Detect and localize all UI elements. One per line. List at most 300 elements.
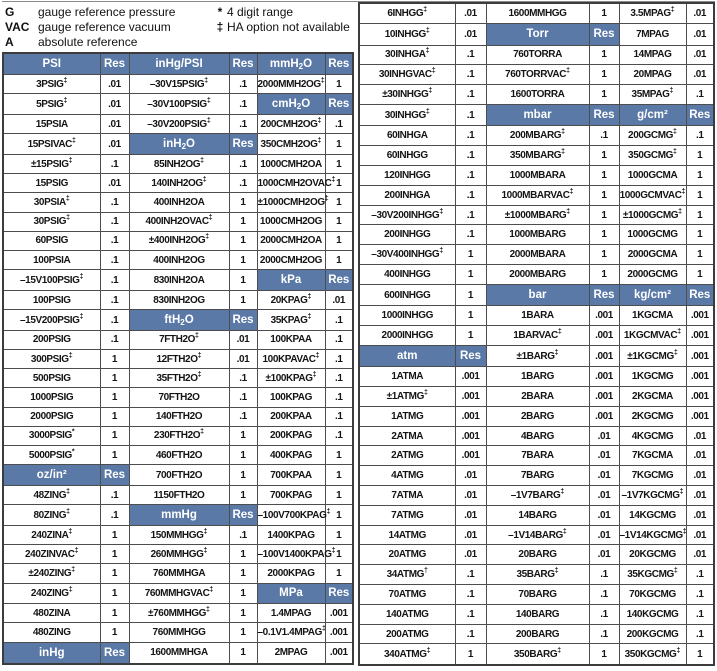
resolution-cell: 1 [686, 205, 714, 225]
resolution-cell: .1 [100, 250, 129, 269]
table-row [3, 388, 353, 407]
range-code-cell: 2BARG [486, 406, 589, 426]
range-code-cell: 7KGCMG [619, 466, 686, 486]
resolution-cell: 1 [100, 446, 129, 465]
section-header-cell: Res [100, 465, 129, 486]
resolution-cell: .01 [589, 426, 619, 446]
section-header-cell: kPa [257, 270, 325, 291]
table-row [359, 245, 714, 265]
range-code-cell: ±1000CMH2OG‡ [257, 193, 325, 212]
resolution-cell: .01 [589, 545, 619, 565]
range-code-cell: ±100KPAG‡ [257, 369, 325, 388]
resolution-cell: .1 [589, 565, 619, 585]
resolution-cell: .1 [455, 104, 486, 125]
legend-key: G [5, 5, 15, 19]
resolution-cell: .1 [100, 270, 129, 291]
resolution-cell: 1 [100, 583, 129, 604]
table-row [359, 146, 714, 166]
range-code-cell: 35KPAG‡ [257, 310, 325, 331]
legend-key: A [5, 35, 14, 49]
range-code-cell: 200KPAG [257, 426, 325, 445]
table-row [359, 525, 714, 545]
resolution-cell: .001 [686, 306, 714, 326]
resolution-cell: .1 [686, 604, 714, 624]
range-code-cell: 2BARA [486, 387, 589, 407]
resolution-cell: .1 [325, 407, 353, 426]
resolution-cell: .01 [589, 446, 619, 466]
resolution-cell: .1 [229, 388, 257, 407]
resolution-cell: 1 [325, 505, 353, 526]
range-code-cell: 200KGCMG [619, 624, 686, 644]
resolution-cell: .1 [100, 212, 129, 231]
range-code-cell: 30INHGVAC‡ [359, 65, 455, 85]
range-code-cell: 240ZING‡ [3, 583, 100, 604]
table-row [3, 270, 353, 291]
range-code-cell: ±1000MBARG‡ [486, 205, 589, 225]
section-header-cell: Res [229, 310, 257, 331]
table-row [3, 134, 353, 155]
table-row [3, 485, 353, 504]
resolution-cell: .01 [325, 290, 353, 309]
range-code-cell: 760MMHGVAC‡ [129, 583, 229, 604]
table-row [3, 407, 353, 426]
resolution-cell: .1 [455, 166, 486, 186]
resolution-cell: 1 [686, 225, 714, 245]
section-header-cell: Res [589, 24, 619, 45]
range-code-cell: 200MBARG‡ [486, 126, 589, 146]
range-code-cell: 100PSIA [3, 250, 100, 269]
range-code-cell: 1KGCMA [619, 306, 686, 326]
resolution-cell: .01 [686, 466, 714, 486]
range-code-cell: 1ATMA [359, 367, 455, 387]
legend-reference-abbreviations [5, 5, 175, 50]
range-code-cell: 100KPAVAC‡ [257, 350, 325, 369]
range-code-cell: –100V700KPAG‡ [257, 505, 325, 526]
range-code-cell: 400KPAG [257, 446, 325, 465]
table-row [3, 231, 353, 250]
resolution-cell: .01 [686, 505, 714, 525]
resolution-cell: .1 [100, 310, 129, 331]
resolution-cell: 1 [325, 155, 353, 174]
range-code-cell: 120INHGG [359, 166, 455, 186]
resolution-cell: .1 [686, 585, 714, 605]
table-row [359, 205, 714, 225]
table-row [359, 306, 714, 326]
resolution-cell: .01 [455, 525, 486, 545]
resolution-cell: .1 [229, 174, 257, 193]
table-row [359, 345, 714, 366]
section-header-cell: Res [686, 104, 714, 125]
range-code-cell: 14KGCMG [619, 505, 686, 525]
range-code-cell: 15PSIVAC‡ [3, 134, 100, 155]
section-header-cell: oz/in² [3, 465, 100, 486]
resolution-cell: .1 [455, 185, 486, 205]
resolution-cell: 1 [589, 205, 619, 225]
range-code-cell: 350BARG‡ [486, 644, 589, 665]
section-header-cell: Res [325, 53, 353, 75]
range-code-cell: 1600MMHGA [129, 642, 229, 664]
range-code-cell: 20ATMG [359, 545, 455, 565]
resolution-cell: 1 [229, 623, 257, 642]
range-code-cell: 1ATMG [359, 406, 455, 426]
range-code-cell: 20BARG [486, 545, 589, 565]
resolution-cell: 1 [100, 407, 129, 426]
resolution-cell: .1 [100, 485, 129, 504]
range-code-cell: 200PSIG [3, 330, 100, 349]
resolution-cell: .1 [100, 330, 129, 349]
range-code-cell: ±760MMHGG‡ [129, 604, 229, 623]
table-row [359, 426, 714, 446]
resolution-cell: .01 [455, 545, 486, 565]
resolution-cell: 1 [589, 65, 619, 85]
range-code-cell: 700KPAA [257, 465, 325, 486]
resolution-cell: 1 [229, 642, 257, 664]
table-row [3, 330, 353, 349]
range-code-cell: 35BARG‡ [486, 565, 589, 585]
resolution-cell: 1 [455, 326, 486, 346]
resolution-cell: .01 [455, 505, 486, 525]
resolution-cell: .1 [686, 565, 714, 585]
resolution-cell: .01 [686, 525, 714, 545]
range-code-cell: –1V7BARG‡ [486, 486, 589, 506]
range-code-cell: 1000MBARA [486, 166, 589, 186]
resolution-cell: .001 [589, 326, 619, 346]
resolution-cell: 1 [589, 45, 619, 65]
resolution-cell: .1 [229, 115, 257, 134]
resolution-cell: 1 [325, 465, 353, 486]
range-code-cell: 14BARG [486, 505, 589, 525]
range-code-cell: 35KGCMG‡ [619, 565, 686, 585]
resolution-cell: .1 [100, 155, 129, 174]
range-code-cell: 15PSIG [3, 174, 100, 193]
range-code-cell: 100KPAA [257, 330, 325, 349]
resolution-cell: 1 [100, 369, 129, 388]
resolution-cell: 1 [229, 270, 257, 291]
table-row [359, 624, 714, 644]
table-row [3, 564, 353, 583]
resolution-cell: 1 [686, 245, 714, 265]
table-row [3, 642, 353, 664]
table-row [3, 505, 353, 526]
resolution-cell: .01 [100, 134, 129, 155]
resolution-cell: 1 [229, 446, 257, 465]
table-row [3, 94, 353, 115]
resolution-cell: 1 [100, 426, 129, 445]
range-code-cell: 1BARA [486, 306, 589, 326]
resolution-cell: .001 [325, 623, 353, 642]
range-code-cell: 1000GCMVAC‡ [619, 185, 686, 205]
right-range-table-body [359, 3, 714, 665]
range-code-cell: 2000MMH2OG‡ [257, 75, 325, 94]
resolution-cell: 1 [589, 3, 619, 24]
range-code-cell: 2KGCMG [619, 406, 686, 426]
range-code-cell: 4BARG [486, 426, 589, 446]
resolution-cell: .001 [589, 306, 619, 326]
resolution-cell: 1 [229, 485, 257, 504]
table-row [3, 426, 353, 445]
range-code-cell: 1000MBARG [486, 225, 589, 245]
range-code-cell: 1400KPAG [257, 525, 325, 544]
section-header-cell: Res [229, 53, 257, 75]
resolution-cell: 1 [100, 350, 129, 369]
resolution-cell: 1 [229, 290, 257, 309]
section-header-cell: Res [229, 134, 257, 155]
resolution-cell: .001 [589, 406, 619, 426]
table-row [359, 65, 714, 85]
range-code-cell: 2KGCMA [619, 387, 686, 407]
resolution-cell: .1 [455, 205, 486, 225]
range-code-cell: 350GCMG‡ [619, 146, 686, 166]
section-header-cell: Res [229, 505, 257, 526]
table-row [359, 604, 714, 624]
resolution-cell: .1 [325, 350, 353, 369]
range-code-cell: –30V15PSIG‡ [129, 75, 229, 94]
legend-desc: absolute reference [38, 35, 138, 49]
resolution-cell: .1 [686, 126, 714, 146]
table-row [359, 185, 714, 205]
range-code-cell: 7KGCMA [619, 446, 686, 466]
resolution-cell: 1 [455, 265, 486, 285]
resolution-cell: .1 [229, 525, 257, 544]
resolution-cell: 1 [325, 193, 353, 212]
range-code-cell: 1BARVAC‡ [486, 326, 589, 346]
resolution-cell: .001 [686, 367, 714, 387]
range-code-cell: 600INHGG [359, 284, 455, 305]
section-header-cell: Res [589, 104, 619, 125]
range-code-cell: 1600TORRA [486, 85, 589, 105]
section-header-cell: MPa [257, 583, 325, 604]
range-code-cell: 2ATMA [359, 426, 455, 446]
range-code-cell: 760TORRA [486, 45, 589, 65]
range-code-cell: 200KPAA [257, 407, 325, 426]
resolution-cell: .001 [686, 326, 714, 346]
resolution-cell: 1 [325, 231, 353, 250]
range-code-cell: 400INH2OA [129, 193, 229, 212]
resolution-cell: 1 [100, 525, 129, 544]
section-header-cell: Res [325, 270, 353, 291]
range-code-cell: 240ZINVAC‡ [3, 545, 100, 564]
resolution-cell: 1 [325, 174, 353, 193]
resolution-cell: .01 [229, 330, 257, 349]
resolution-cell: 1 [229, 583, 257, 604]
legend-item [213, 20, 350, 35]
resolution-cell: .01 [100, 75, 129, 94]
resolution-cell: .1 [229, 94, 257, 115]
resolution-cell: 1 [686, 166, 714, 186]
range-code-cell: 140INH2OG‡ [129, 174, 229, 193]
resolution-cell: 1 [229, 193, 257, 212]
resolution-cell: .1 [325, 115, 353, 134]
resolution-cell: 1 [229, 426, 257, 445]
range-code-cell: 1000CMH2OVAC‡ [257, 174, 325, 193]
table-row [3, 155, 353, 174]
range-code-cell: 2000KPAG [257, 564, 325, 583]
range-code-cell: 1600MMHGG [486, 3, 589, 24]
range-code-cell: 400INHGG [359, 265, 455, 285]
resolution-cell: .1 [455, 604, 486, 624]
range-code-cell: 350MBARG‡ [486, 146, 589, 166]
resolution-cell: .001 [686, 345, 714, 366]
legend-desc: gauge reference pressure [38, 5, 176, 19]
range-code-cell: ±1000GCMG‡ [619, 205, 686, 225]
range-code-cell: 2MPAG [257, 642, 325, 664]
range-code-cell: 760TORRVAC‡ [486, 65, 589, 85]
resolution-cell: .1 [455, 65, 486, 85]
resolution-cell: .1 [100, 231, 129, 250]
resolution-cell: 1 [589, 185, 619, 205]
range-code-cell: 350KGCMG‡ [619, 644, 686, 665]
resolution-cell: .01 [455, 486, 486, 506]
range-code-cell: 1KGCMVAC‡ [619, 326, 686, 346]
range-code-cell: 150MMHGG‡ [129, 525, 229, 544]
resolution-cell: .1 [229, 407, 257, 426]
table-row [359, 486, 714, 506]
resolution-cell: 1 [325, 525, 353, 544]
range-code-cell: 85INH2OG‡ [129, 155, 229, 174]
range-code-cell: 200INHGA [359, 185, 455, 205]
legend-item [5, 20, 175, 35]
resolution-cell: 1 [325, 485, 353, 504]
range-code-cell: 70BARG [486, 585, 589, 605]
table-row [3, 525, 353, 544]
resolution-cell: .1 [229, 75, 257, 94]
resolution-cell: .01 [589, 486, 619, 506]
resolution-cell: 1 [455, 306, 486, 326]
resolution-cell: .01 [589, 505, 619, 525]
resolution-cell: .1 [229, 369, 257, 388]
section-header-cell: Res [589, 284, 619, 305]
table-row [3, 310, 353, 331]
resolution-cell: 1 [100, 564, 129, 583]
section-header-cell: Res [100, 53, 129, 75]
resolution-cell: 1 [229, 604, 257, 623]
resolution-cell: 1 [100, 604, 129, 623]
section-header-cell: mbar [486, 104, 589, 125]
table-row [359, 644, 714, 665]
range-code-cell: –1V14KGCMG‡ [619, 525, 686, 545]
range-code-cell: 35FTH2O‡ [129, 369, 229, 388]
range-code-cell: 7BARA [486, 446, 589, 466]
section-header-cell: kg/cm² [619, 284, 686, 305]
range-code-cell: ±30INHGG‡ [359, 85, 455, 105]
double-dagger-symbol: ‡ [216, 20, 224, 34]
table-row [3, 174, 353, 193]
range-code-cell: 2000GCMA [619, 245, 686, 265]
resolution-cell: 1 [455, 284, 486, 305]
table-row [359, 284, 714, 305]
range-code-cell: ±400INH2OG‡ [129, 231, 229, 250]
table-row [359, 326, 714, 346]
legend-desc: 4 digit range [227, 5, 294, 19]
range-code-cell: 20KPAG‡ [257, 290, 325, 309]
table-row [359, 585, 714, 605]
range-code-cell: 1000CMH2OG [257, 212, 325, 231]
table-row [3, 465, 353, 486]
range-code-cell: 350CMH2OG‡ [257, 134, 325, 155]
range-code-cell: 5PSIG‡ [3, 94, 100, 115]
resolution-cell: 1 [229, 545, 257, 564]
range-code-cell: 14MPAG [619, 45, 686, 65]
range-code-cell: 200CMH2OG‡ [257, 115, 325, 134]
range-code-cell: 140FTH2O [129, 407, 229, 426]
range-code-cell: 830INH2OA [129, 270, 229, 291]
table-row [3, 545, 353, 564]
resolution-cell: .1 [455, 225, 486, 245]
resolution-cell: .1 [100, 193, 129, 212]
range-code-cell: 2000PSIG [3, 407, 100, 426]
range-code-cell: 1000MBARVAC‡ [486, 185, 589, 205]
legend-item [213, 5, 350, 20]
range-code-cell: 140ATMG [359, 604, 455, 624]
range-code-cell: 140KGCMG [619, 604, 686, 624]
legend-item [5, 5, 175, 20]
resolution-cell: 1 [325, 212, 353, 231]
table-row [3, 583, 353, 604]
table-row [3, 369, 353, 388]
resolution-cell: .1 [229, 155, 257, 174]
table-row [359, 85, 714, 105]
resolution-cell: .001 [686, 387, 714, 407]
range-code-cell: –1V7KGCMG‡ [619, 486, 686, 506]
resolution-cell: .001 [589, 367, 619, 387]
table-row [3, 212, 353, 231]
range-code-cell: 4KGCMG [619, 426, 686, 446]
table-row [3, 350, 353, 369]
resolution-cell: 1 [589, 146, 619, 166]
range-code-cell: 700FTH2O [129, 465, 229, 486]
range-code-cell: 1KGCMG [619, 367, 686, 387]
resolution-cell: .01 [589, 466, 619, 486]
table-row [3, 623, 353, 642]
table-row [359, 446, 714, 466]
range-code-cell: 34ATMG† [359, 565, 455, 585]
range-code-cell: 7BARG [486, 466, 589, 486]
resolution-cell: .001 [455, 387, 486, 407]
range-code-cell: –30V400INHGG‡ [359, 245, 455, 265]
range-code-cell: 1150FTH2O [129, 485, 229, 504]
range-code-cell: 15PSIA [3, 115, 100, 134]
range-code-cell: 20MPAG [619, 65, 686, 85]
range-code-cell: 3.5MPAG‡ [619, 3, 686, 24]
resolution-cell: 1 [455, 644, 486, 665]
table-row [359, 45, 714, 65]
range-code-cell: 20KGCMG [619, 545, 686, 565]
resolution-cell: .1 [455, 585, 486, 605]
resolution-cell: 1 [455, 245, 486, 265]
table-row [359, 505, 714, 525]
range-code-cell: 30INHGA‡ [359, 45, 455, 65]
range-code-cell: 1000GCMG [619, 225, 686, 245]
table-row [359, 225, 714, 245]
table-row [359, 166, 714, 186]
legend-desc: HA option not available [227, 20, 350, 34]
legend-key: VAC [5, 20, 30, 34]
range-code-cell: 200ATMG [359, 624, 455, 644]
right-range-table [358, 2, 715, 666]
range-code-cell: 2000MBARA [486, 245, 589, 265]
resolution-cell: .01 [100, 115, 129, 134]
resolution-cell: .1 [589, 126, 619, 146]
range-code-cell: 480ZING [3, 623, 100, 642]
resolution-cell: .1 [325, 330, 353, 349]
resolution-cell: 1 [686, 644, 714, 665]
resolution-cell: 1 [589, 265, 619, 285]
range-code-cell: ±15PSIG‡ [3, 155, 100, 174]
range-code-cell: 200BARG [486, 624, 589, 644]
range-code-cell: 2000CMH2OG [257, 250, 325, 269]
resolution-cell: .1 [100, 290, 129, 309]
range-code-cell: 30PSIA‡ [3, 193, 100, 212]
